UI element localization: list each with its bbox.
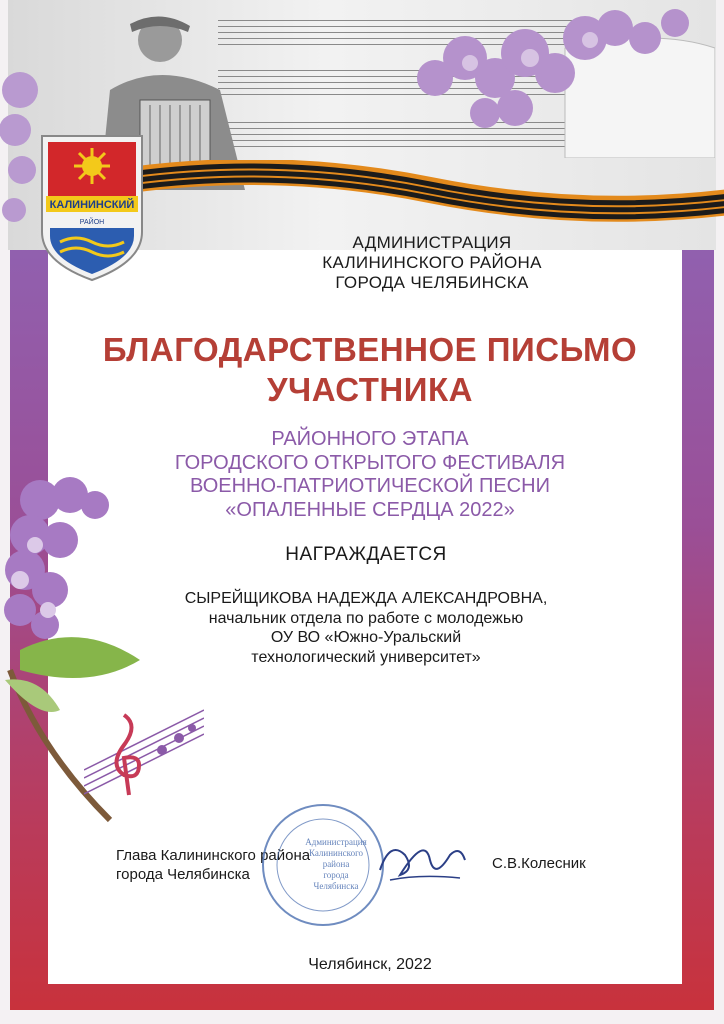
event-line-3: ВОЕННО-ПАТРИОТИЧЕСКОЙ ПЕСНИ: [190, 475, 550, 497]
title-line-2: УЧАСТНИКА: [267, 371, 473, 408]
issuer-block: [70, 233, 724, 293]
document-title: [8, 330, 724, 410]
svg-text:Челябинска: Челябинска: [313, 881, 359, 891]
signatory-name: С.В.Колесник: [492, 855, 586, 872]
emblem-subtitle: РАЙОН: [79, 219, 105, 226]
issuer-line-3: ГОРОДА ЧЕЛЯБИНСКА: [335, 273, 529, 292]
awarded-label: НАГРАЖДАЕТСЯ: [285, 544, 447, 565]
title-line-1: БЛАГОДАРСТВЕННОЕ ПИСЬМО: [102, 331, 638, 368]
official-stamp: [258, 800, 388, 930]
svg-text:района: района: [322, 859, 350, 869]
svg-text:Администрация: Администрация: [305, 837, 367, 847]
recipient-organization-2: технологический университет»: [251, 648, 481, 666]
handwritten-signature: [370, 830, 470, 890]
issuer-line-2: КАЛИНИНСКОГО РАЙОНА: [322, 253, 542, 272]
emblem-title: КАЛИНИНСКИЙ: [49, 199, 135, 211]
place-and-year: Челябинск, 2022: [308, 956, 432, 973]
svg-text:Калининского: Калининского: [308, 848, 364, 858]
lilac-flowers-top: [395, 8, 715, 158]
event-line-1: РАЙОННОГО ЭТАПА: [271, 428, 469, 450]
recipient-position: начальник отдела по работе с молодежью: [208, 609, 524, 627]
treble-clef-music-icon: [84, 700, 204, 800]
recipient-name: СЫРЕЙЩИКОВА НАДЕЖДА АЛЕКСАНДРОВНА,: [184, 590, 548, 607]
issuer-line-1: АДМИНИСТРАЦИЯ: [352, 233, 512, 252]
recipient-organization-1: ОУ ВО «Южно-Уральский: [270, 629, 462, 646]
signatory-position-line-1: Глава Калининского района: [116, 847, 311, 864]
svg-text:города: города: [323, 870, 349, 880]
event-line-2: ГОРОДСКОГО ОТКРЫТОГО ФЕСТИВАЛЯ: [174, 451, 566, 474]
signatory-position-line-2: города Челябинска: [116, 866, 250, 883]
st-george-ribbon: [130, 160, 724, 232]
event-line-4: «ОПАЛЕННЫЕ СЕРДЦА 2022»: [225, 498, 515, 521]
